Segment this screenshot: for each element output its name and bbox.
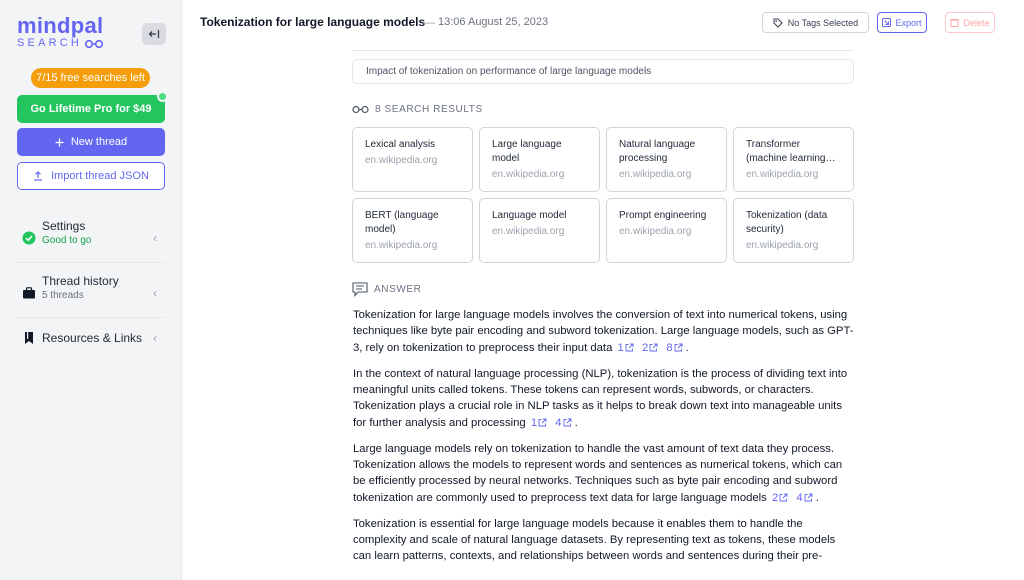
collapse-sidebar-button[interactable] [142, 23, 166, 45]
search-results-label [352, 104, 483, 115]
thread-timestamp: 13:06 August 25, 2023 [438, 16, 549, 28]
result-title: Lexical analysis [365, 139, 436, 150]
divider [17, 262, 165, 263]
citation-link[interactable] [614, 342, 636, 354]
result-title: Tokenization (data security) [746, 210, 828, 235]
answer-text: Large language models rely on tokenization to handle the vast amount of text data they process. Tokenization allows the models to represent words and sentences as numerical tokens, which can be efficiently processed by neural networks. Techniques such as byte pair encoding and subword tokenization are commonly used to preprocess text data for large language models [353, 442, 843, 504]
answer-label [352, 282, 422, 297]
new-thread-label: New thread [70, 136, 128, 148]
citation-number: 2 [641, 341, 649, 354]
search-result-card[interactable] [479, 127, 600, 192]
logo[interactable] [17, 15, 104, 50]
citation-number: 2 [771, 491, 779, 504]
citation-link[interactable] [663, 342, 685, 354]
results-count: 8 SEARCH RESULTS [375, 104, 483, 115]
search-result-card[interactable] [733, 198, 854, 263]
citation-number: 4 [796, 491, 803, 504]
plus-icon [55, 138, 64, 147]
import-json-label: Import thread JSON [51, 170, 149, 182]
divider [17, 317, 165, 318]
delete-label: Delete [963, 17, 990, 28]
answer-punctuation: . [574, 416, 578, 429]
export-button[interactable] [877, 12, 927, 33]
result-title: Prompt engineering [619, 210, 707, 221]
sidebar-item-label: Settings [42, 219, 86, 233]
search-result-card[interactable] [606, 127, 727, 192]
search-result-card[interactable] [733, 127, 854, 192]
result-domain: en.wikipedia.org [619, 226, 692, 237]
result-title: BERT (language model) [365, 210, 439, 235]
external-link-icon [804, 493, 813, 502]
search-result-card[interactable] [606, 198, 727, 263]
result-domain: en.wikipedia.org [746, 169, 819, 180]
external-link-icon [779, 493, 788, 502]
trash-icon [950, 18, 959, 27]
result-domain: en.wikipedia.org [746, 240, 819, 251]
sidebar-item-label: Resources & Links [42, 331, 143, 345]
answer-body [353, 307, 855, 574]
import-json-button[interactable] [17, 162, 165, 190]
citation-link[interactable] [793, 492, 815, 504]
citation-number: 1 [530, 416, 538, 429]
chevron-left-icon: ‹ [153, 231, 157, 245]
page-title: Tokenization for large language models [200, 15, 426, 29]
glasses-icon [352, 105, 369, 114]
search-result-card[interactable] [479, 198, 600, 263]
sidebar-item-label: Thread history [42, 274, 119, 288]
result-title: Natural language processing [619, 139, 696, 164]
sidebar-item-sub: Good to go [42, 235, 92, 246]
chat-icon [352, 282, 368, 297]
related-query-top-edge [352, 49, 854, 51]
chevron-left-icon: ‹ [153, 286, 157, 300]
upload-icon [33, 171, 43, 181]
result-domain: en.wikipedia.org [365, 240, 438, 251]
external-link-icon [563, 418, 572, 427]
logo-wordmark: mindpal [17, 13, 104, 38]
new-thread-button[interactable] [17, 128, 165, 156]
sidebar-item-resources[interactable] [17, 328, 165, 348]
go-pro-button[interactable]: Go Lifetime Pro for $49 [17, 95, 165, 123]
result-title: Large language model [492, 139, 562, 164]
delete-button[interactable] [945, 12, 995, 33]
answer-punctuation: . [685, 341, 689, 354]
external-link-icon [649, 343, 658, 352]
result-domain: en.wikipedia.org [492, 226, 565, 237]
citation-link[interactable] [528, 417, 550, 429]
tags-label: No Tags Selected [787, 17, 859, 28]
sidebar-item-thread-history[interactable] [17, 273, 165, 313]
citation-number: 8 [666, 341, 673, 354]
answer-paragraph [353, 516, 855, 565]
external-link-icon [625, 343, 634, 352]
result-title: Language model [492, 210, 567, 221]
citation-link[interactable] [769, 492, 791, 504]
sidebar-item-sub: 5 threads [42, 290, 84, 301]
result-domain: en.wikipedia.org [365, 155, 438, 166]
thread-header [183, 0, 1024, 44]
answer-text: Tokenization is essential for large language models because it enables them to handle the complexity and scale of natural language datasets. By representing text as tokens, these models can learn patterns, contexts, and relationships between words and sentences during their pre- [353, 517, 836, 563]
answer-text: Tokenization for large language models involves the conversion of text into numerical tokens, using techniques like byte pair encoding and subword tokenization. Large language models, such as GPT-3, rely on tokenization to preprocess their input data [353, 309, 854, 354]
export-icon [882, 18, 891, 27]
answer-punctuation: . [815, 491, 819, 504]
related-query[interactable]: Impact of tokenization on performance of large language models [352, 59, 854, 84]
check-circle-icon [22, 231, 36, 245]
citation-number: 4 [555, 416, 562, 429]
sidebar [0, 0, 182, 580]
sidebar-item-settings[interactable] [17, 218, 165, 258]
collapse-left-icon [148, 29, 160, 39]
answer-paragraph [353, 366, 855, 431]
answer-paragraph [353, 441, 855, 506]
notification-dot [157, 91, 168, 102]
result-domain: en.wikipedia.org [492, 169, 565, 180]
free-searches-badge: 7/15 free searches left [31, 68, 150, 88]
title-separator: — [423, 15, 435, 29]
search-result-card[interactable] [352, 198, 473, 263]
export-label: Export [895, 17, 922, 28]
answer-heading: ANSWER [374, 284, 422, 295]
external-link-icon [538, 418, 547, 427]
answer-paragraph [353, 307, 855, 356]
result-domain: en.wikipedia.org [619, 169, 692, 180]
briefcase-icon [22, 286, 36, 300]
tags-button[interactable] [762, 12, 869, 33]
glasses-icon [84, 39, 104, 49]
citation-link[interactable] [639, 342, 661, 354]
citation-link[interactable] [552, 417, 574, 429]
bookmark-icon [22, 331, 36, 345]
answer-text: In the context of natural language processing (NLP), tokenization is the process of dividing text into meaningful units called tokens. These tokens can represent words, subwords, or characters. Tokenization plays a crucial role in NLP tasks as it helps to break down text into manageable units for further analysis and processing [353, 367, 848, 429]
result-title: Transformer (machine learning… [746, 139, 836, 164]
citation-number: 1 [617, 341, 624, 354]
search-result-card[interactable] [352, 127, 473, 192]
logo-subtitle: SEARCH [17, 37, 83, 49]
tag-icon [773, 18, 783, 28]
external-link-icon [674, 343, 683, 352]
chevron-left-icon: ‹ [153, 331, 157, 345]
